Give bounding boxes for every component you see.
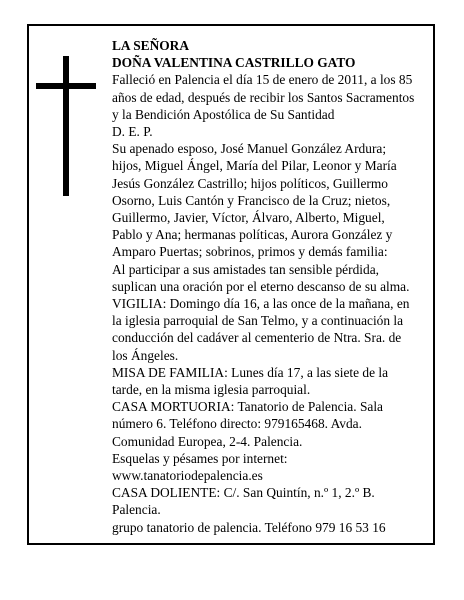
footer-contact: grupo tanatorio de palencia. Teléfono 979 16 53 16 (112, 519, 386, 535)
prayer-request: Al participar a sus amistades tan sensible pérdida, suplican una oración por el eterno descanso de su alma. (112, 261, 410, 294)
obituary-text (112, 37, 417, 536)
cross-icon-crossbar (36, 83, 96, 89)
family-list: Su apenado esposo, José Manuel González Ardura; hijos, Miguel Ángel, María del Pilar, Leonor y María Jesús González Castrillo; hijos políticos, Guillermo Osorno, Luis Cantón y Francisco de la Cruz; nietos, Guillermo, Javier, Víctor, Álvaro, Alberto, Miguel, Pablo y Ana; hermanas políticas, Aurora González y Amparo Puertas; sobrinos, primos y demás familia: (112, 141, 397, 260)
website-link[interactable]: www.tanatoriodepalencia.es (112, 468, 263, 484)
mourning-house-info: CASA DOLIENTE: C/. San Quintín, n.º 1, 2.º B. Palencia. (112, 485, 375, 518)
funeral-home-info: CASA MORTUORIA: Tanatorio de Palencia. Sala número 6. Teléfono directo: 979165468. Avda. Comunidad Europea, 2-4. Palencia. (112, 399, 383, 449)
family-mass-info: MISA DE FAMILIA: Lunes día 17, a las siete de la tarde, en la misma iglesia parroquial. (112, 364, 389, 398)
deceased-name: DOÑA VALENTINA CASTRILLO GATO (112, 55, 356, 71)
death-announcement: Falleció en Palencia el día 15 de enero de 2011, a los 85 años de edad, después de recibir los Santos Sacramentos y la Bendición Apostólica de Su Santidad (112, 72, 415, 122)
cross-icon (63, 56, 69, 196)
rip-line: D. E. P. (112, 124, 153, 140)
title-line: LA SEÑORA (112, 38, 190, 53)
condolences-label: Esquelas y pésames por internet: (112, 450, 288, 466)
vigil-info: VIGILIA: Domingo día 16, a las once de la mañana, en la iglesia parroquial de San Telmo, y a continuación la conducción del cadáver al cementerio de Ntra. Sra. de los Ángeles. (112, 296, 410, 363)
